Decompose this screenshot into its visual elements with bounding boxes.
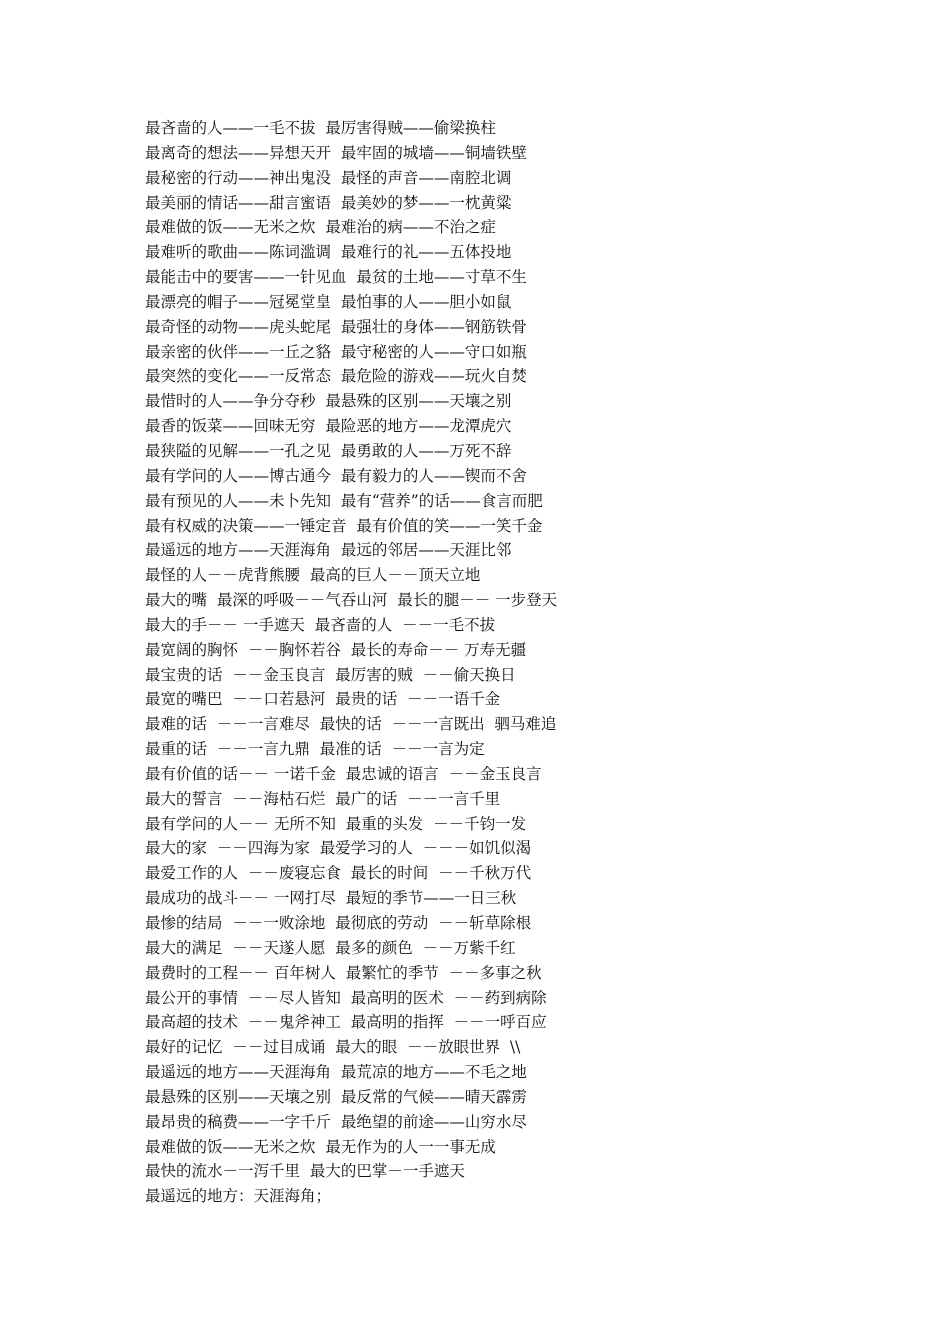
text-line: 最有权威的决策——一锤定音 最有价值的笑——一笑千金 (145, 516, 543, 535)
text-line: 最大的满足 －－天遂人愿 最多的颜色 －－万紫千红 (145, 938, 516, 957)
text-line: 最大的手－－ 一手遮天 最吝啬的人 －－一毛不拔 (145, 615, 496, 634)
text-line: 最难听的歌曲——陈词滥调 最难行的礼——五体投地 (145, 243, 512, 262)
text-line: 最有价值的话－－ 一诺千金 最忠诚的语言 －－金玉良言 (145, 764, 542, 783)
text-line: 最快的流水－一泻千里 最大的巴掌－一手遮天 (145, 1162, 465, 1181)
text-line: 最公开的事情 －－尽人皆知 最高明的医术 －－药到病除 (145, 988, 547, 1007)
text-line: 最遥远的地方：天涯海角； (145, 1187, 332, 1206)
text-line: 最难做的饭——无米之炊 最难治的病——不治之症 (145, 218, 496, 237)
text-line: 最亲密的伙伴——一丘之貉 最守秘密的人——守口如瓶 (145, 342, 527, 361)
text-line: 最悬殊的区别——天壤之别 最反常的气候——晴天霹雳 (145, 1087, 527, 1106)
text-line: 最高超的技术 －－鬼斧神工 最高明的指挥 －－一呼百应 (145, 1013, 547, 1032)
text-line: 最有预见的人——未卜先知 最有“营养”的话——食言而肥 (145, 491, 543, 510)
text-line: 最遥远的地方——天涯海角 最荒凉的地方——不毛之地 (145, 1063, 527, 1082)
text-line: 最美丽的情话——甜言蜜语 最美妙的梦——一枕黄粱 (145, 193, 512, 212)
text-line: 最突然的变化——一反常态 最危险的游戏——玩火自焚 (145, 367, 527, 386)
text-line: 最能击中的要害——一针见血 最贫的土地——寸草不生 (145, 268, 527, 287)
text-line: 最宽阔的胸怀 －－胸怀若谷 最长的寿命－－ 万寿无疆 (145, 640, 527, 659)
text-line: 最爱工作的人 －－废寝忘食 最长的时间 －－千秋万代 (145, 864, 532, 883)
text-line: 最好的记忆 －－过目成诵 最大的眼 －－放眼世界 \\ (145, 1038, 521, 1057)
text-line: 最大的嘴 最深的呼吸－－气吞山河 最长的腿－－ 一步登天 (145, 591, 558, 610)
text-line: 最重的话 －－一言九鼎 最准的话 －－一言为定 (145, 740, 485, 759)
text-line: 最漂亮的帽子——冠冕堂皇 最怕事的人——胆小如鼠 (145, 292, 512, 311)
text-line: 最有学问的人——博古通今 最有毅力的人——锲而不舍 (145, 466, 527, 485)
text-line: 最惨的结局 －－一败涂地 最彻底的劳动 －－斩草除根 (145, 914, 532, 932)
text-line: 最遥远的地方——天涯海角 最远的邻居——天涯比邻 (145, 541, 512, 560)
text-line: 最香的饭菜——回味无穷 最险恶的地方——龙潭虎穴 (145, 417, 512, 436)
text-line: 最昂贵的稿费——一字千斤 最绝望的前途——山穷水尽 (145, 1112, 527, 1131)
text-line: 最费时的工程－－ 百年树人 最繁忙的季节 －－多事之秋 (145, 963, 542, 982)
text-line: 最怪的人－－虎背熊腰 最高的巨人－－顶天立地 (145, 566, 481, 585)
text-line: 最吝啬的人——一毛不拔 最厉害得贼——偷梁换柱 (145, 119, 496, 137)
text-line: 最有学问的人－－ 无所不知 最重的头发 －－千钧一发 (145, 814, 527, 833)
text-line: 最狭隘的见解——一孔之见 最勇敢的人——万死不辞 (145, 441, 512, 460)
text-line: 最难做的饭——无米之炊 最无作为的人一一事无成 (145, 1137, 496, 1156)
text-line: 最难的话 －－一言难尽 最快的话 －－一言既出 驷马难追 (145, 715, 557, 734)
text-line: 最离奇的想法——异想天开 最牢固的城墙——铜墙铁壁 (145, 143, 527, 162)
text-line: 最大的家 －－四海为家 最爱学习的人 －－－如饥似渴 (145, 839, 532, 858)
text-line: 最大的誓言 －－海枯石烂 最广的话 －－一言千里 (145, 789, 501, 808)
text-line: 最奇怪的动物——虎头蛇尾 最强壮的身体——钢筋铁骨 (145, 317, 527, 336)
text-line: 最惜时的人——争分夺秒 最悬殊的区别——天壤之别 (145, 392, 512, 411)
text-line: 最宽的嘴巴 －－口若悬河 最贵的话 －－一语千金 (145, 690, 501, 709)
text-body (145, 116, 925, 1209)
text-line: 最成功的战斗－－ 一网打尽 最短的季节——一日三秋 (145, 889, 517, 908)
text-line: 最宝贵的话 －－金玉良言 最厉害的贼 －－偷天换日 (145, 665, 516, 684)
text-line: 最秘密的行动——神出鬼没 最怪的声音——南腔北调 (145, 168, 512, 187)
